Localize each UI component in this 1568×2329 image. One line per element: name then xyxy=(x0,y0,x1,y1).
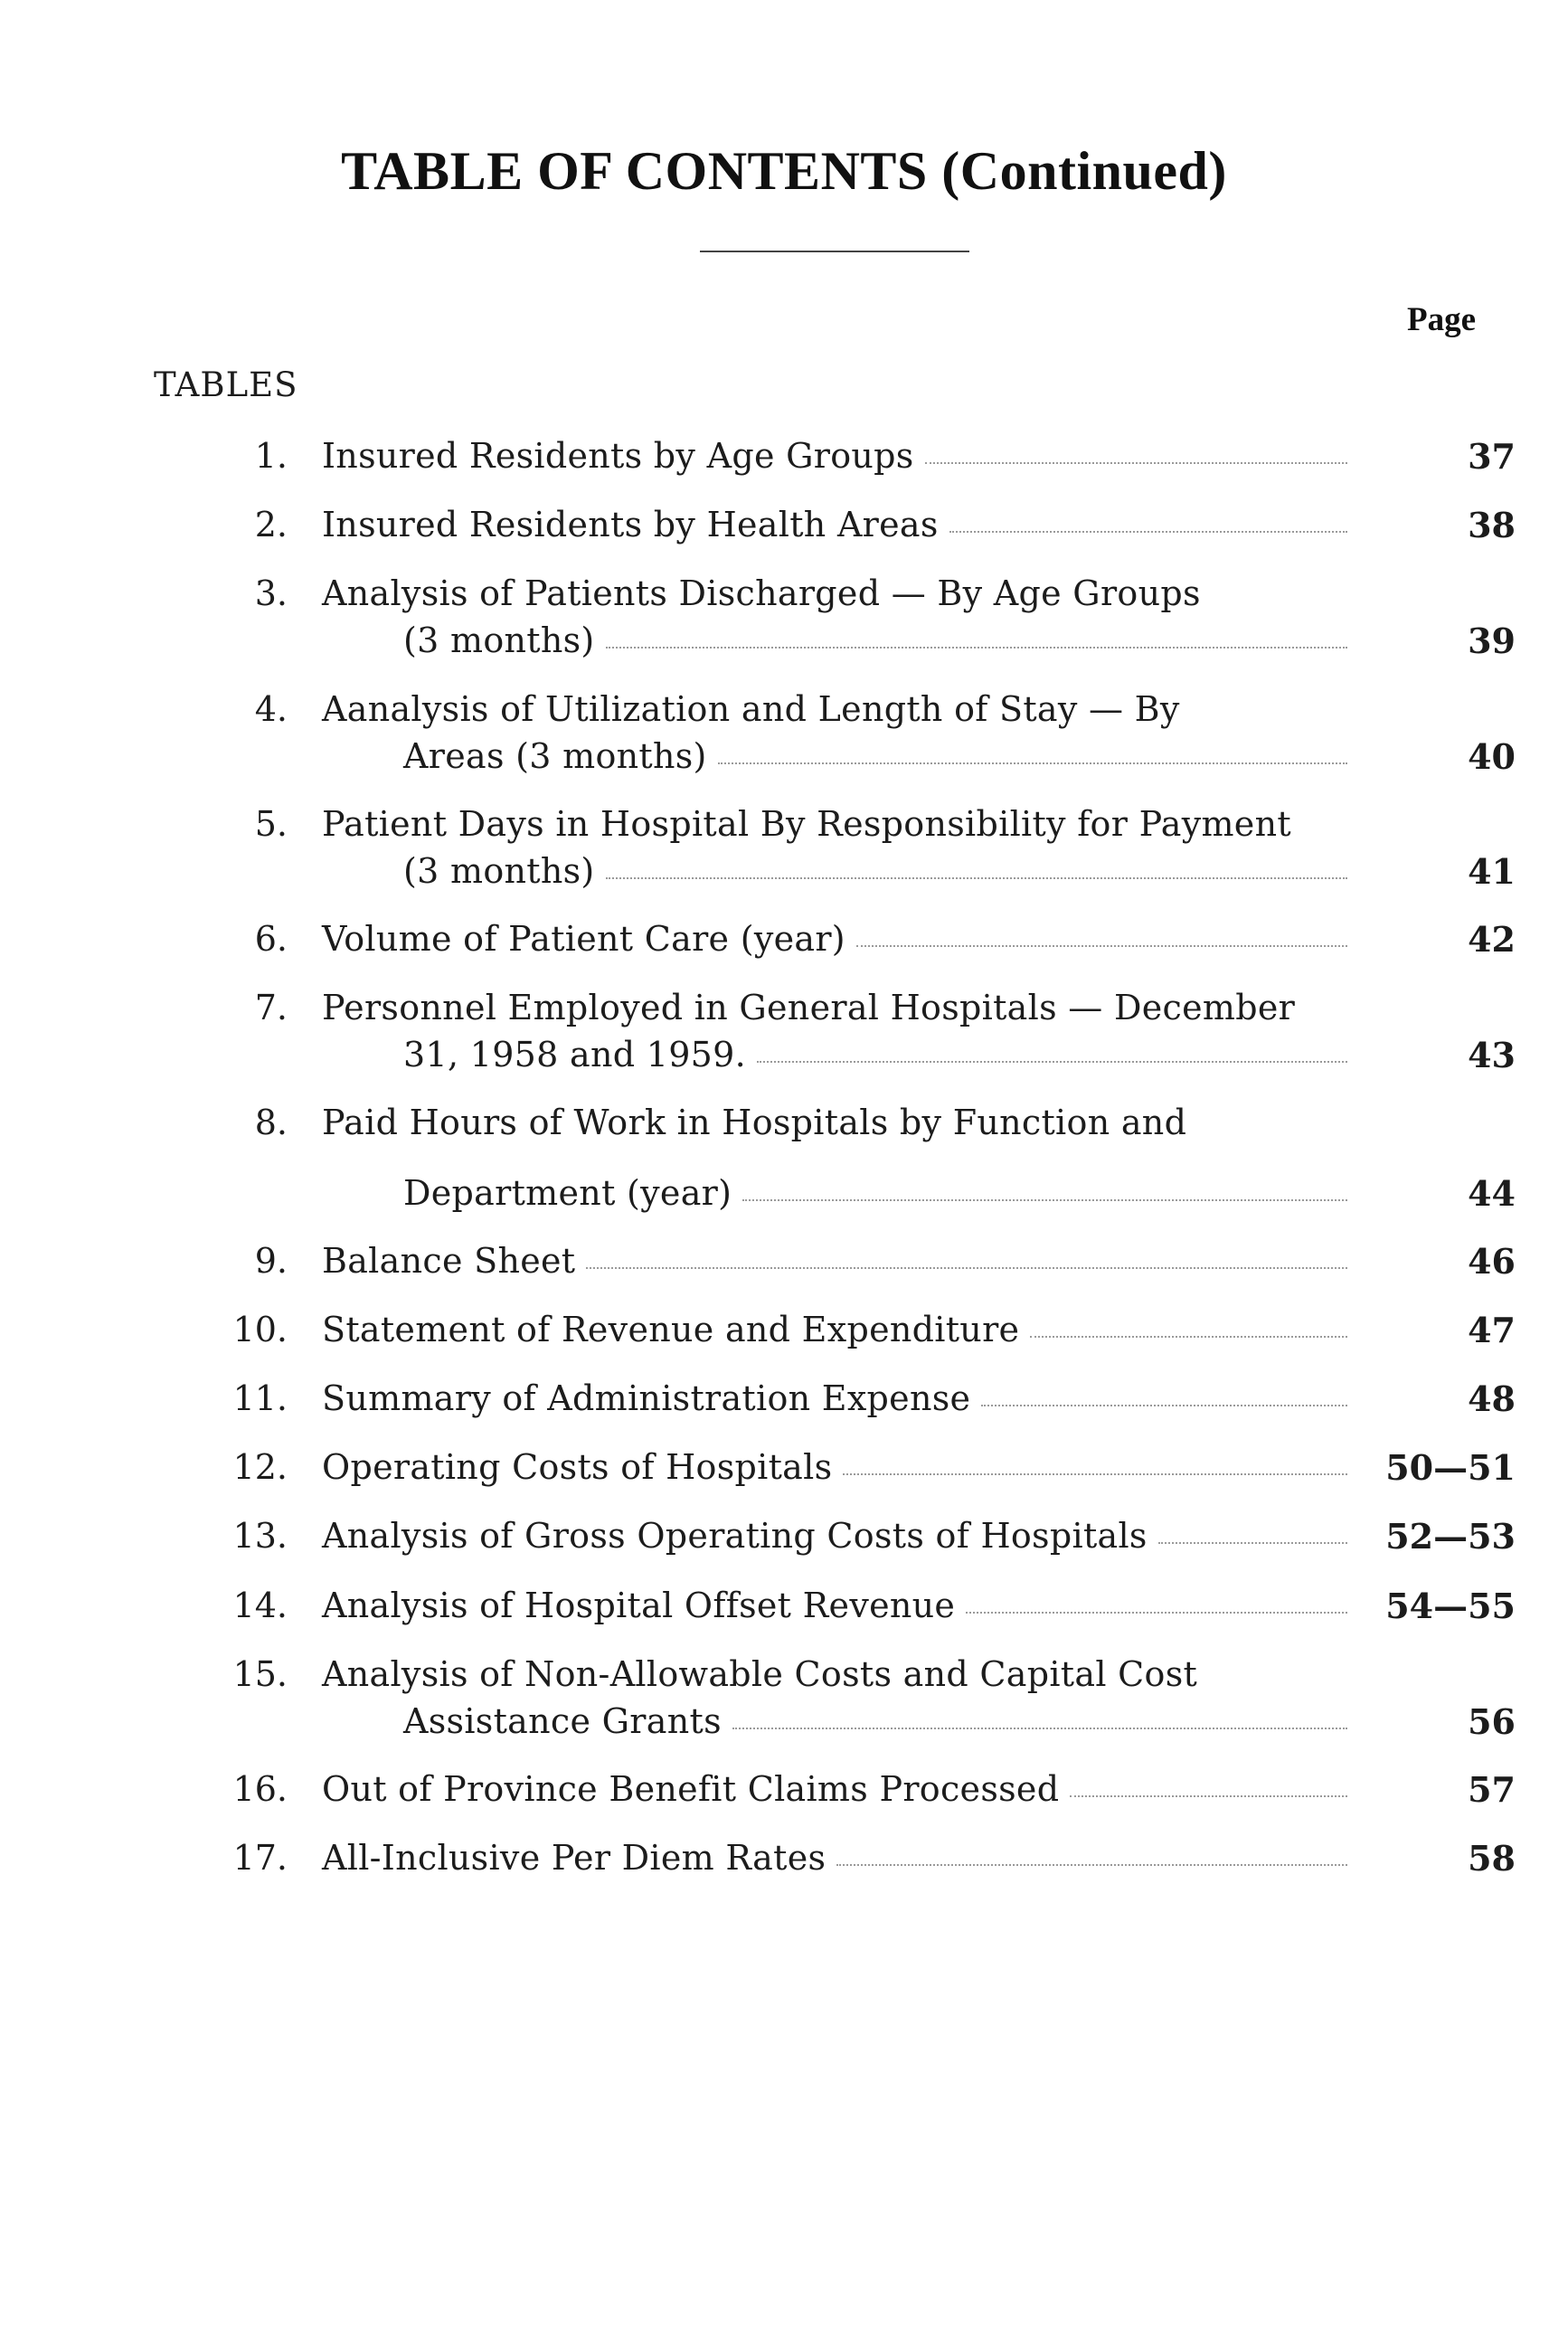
toc-entry-number: 13. xyxy=(232,1516,288,1556)
toc-entry-title-line2: Department (year) xyxy=(403,1173,732,1213)
toc-entry-number: 2. xyxy=(254,505,288,544)
toc-entry-number: 5. xyxy=(254,804,288,844)
toc-entry-title-line xyxy=(322,1307,1347,1353)
toc-entry-page: 47 xyxy=(1468,1310,1516,1350)
toc-entry xyxy=(0,1238,1568,1284)
toc-entry-number: 14. xyxy=(232,1586,288,1625)
dot-leader xyxy=(843,1470,1347,1475)
toc-entry-title-line xyxy=(322,1376,1347,1422)
toc-entry-title-line xyxy=(322,1835,1347,1881)
toc-entry-title: Personnel Employed in General Hospitals — December xyxy=(322,988,1296,1027)
page-column-header: Page xyxy=(1406,301,1476,338)
toc-entry-title: Analysis of Hospital Offset Revenue xyxy=(322,1586,956,1625)
dot-leader xyxy=(856,942,1347,947)
toc-entry-page: 38 xyxy=(1468,505,1516,545)
toc-entry-title: Insured Residents by Health Areas xyxy=(322,505,939,544)
toc-entry-page: 44 xyxy=(1468,1173,1516,1214)
dot-leader xyxy=(586,1264,1347,1269)
toc-entry-title-continued xyxy=(403,848,1347,895)
toc-entry-page: 57 xyxy=(1468,1769,1516,1810)
toc-entry-page: 43 xyxy=(1468,1035,1516,1075)
toc-entry-title: Paid Hours of Work in Hospitals by Function and xyxy=(322,1103,1187,1142)
section-heading-tables: TABLES xyxy=(154,365,298,404)
toc-entry xyxy=(0,801,1568,895)
toc-entry-title-continued xyxy=(403,1699,1347,1745)
toc-entry-page: 42 xyxy=(1468,919,1516,960)
dot-leader xyxy=(718,759,1347,764)
toc-entry xyxy=(0,1766,1568,1813)
page-title: TABLE OF CONTENTS (Continued) xyxy=(341,141,1227,201)
toc-entry-number: 7. xyxy=(254,988,288,1027)
toc-entry-title-line2: (3 months) xyxy=(403,620,595,660)
toc-entry-title-continued xyxy=(403,1170,1347,1217)
dot-leader xyxy=(1070,1792,1347,1797)
toc-entry xyxy=(0,1513,1568,1559)
toc-entry-title-line xyxy=(322,1444,1347,1491)
toc-entry-number: 10. xyxy=(232,1310,288,1349)
toc-entry-page: 41 xyxy=(1468,851,1516,892)
toc-entry-title-line xyxy=(322,916,1347,962)
dot-leader xyxy=(981,1401,1347,1406)
toc-entry xyxy=(0,1100,1568,1217)
toc-entry-title-continued xyxy=(403,734,1347,780)
toc-entry-number: 15. xyxy=(232,1654,288,1694)
toc-entry-page: 39 xyxy=(1468,620,1516,661)
toc-entry xyxy=(0,686,1568,780)
toc-entry xyxy=(0,571,1568,664)
toc-entry-title: Analysis of Gross Operating Costs of Hospitals xyxy=(322,1516,1148,1556)
toc-entry-title: Insured Residents by Age Groups xyxy=(322,436,914,476)
dot-leader xyxy=(742,1196,1347,1201)
toc-entry-page: 37 xyxy=(1468,436,1516,477)
toc-entry-page: 54—55 xyxy=(1385,1586,1516,1626)
toc-entry-title-line xyxy=(322,1583,1347,1629)
toc-entry-number: 6. xyxy=(254,919,288,959)
toc-entry-page: 40 xyxy=(1468,736,1516,777)
toc-entry-title: Analysis of Non-Allowable Costs and Capital Cost xyxy=(322,1654,1198,1694)
toc-entry-page: 50—51 xyxy=(1385,1447,1516,1488)
toc-entry-number: 12. xyxy=(232,1447,288,1487)
toc-entry xyxy=(0,1652,1568,1745)
toc-entry-page: 58 xyxy=(1468,1838,1516,1879)
toc-entry-title-line xyxy=(322,1766,1347,1813)
dot-leader xyxy=(606,874,1347,879)
toc-entry-number: 1. xyxy=(254,436,288,476)
toc-entry xyxy=(0,433,1568,479)
toc-entry-title-line2: Assistance Grants xyxy=(403,1701,722,1741)
toc-entry-title-line xyxy=(322,433,1347,479)
toc-entry-title-continued xyxy=(403,618,1347,664)
toc-entry-title: All-Inclusive Per Diem Rates xyxy=(322,1838,827,1878)
toc-entry xyxy=(0,1835,1568,1881)
dot-leader xyxy=(966,1608,1347,1614)
toc-entry xyxy=(0,1307,1568,1353)
toc-entry-title: Patient Days in Hospital By Responsibility for Payment xyxy=(322,804,1291,844)
toc-entry xyxy=(0,1376,1568,1422)
toc-entry-title: Aanalysis of Utilization and Length of Stay — By xyxy=(322,689,1180,729)
dot-leader xyxy=(1030,1332,1347,1338)
toc-entry-number: 8. xyxy=(254,1103,288,1142)
toc-entry-number: 4. xyxy=(254,689,288,729)
toc-entry-title: Analysis of Patients Discharged — By Age Groups xyxy=(322,573,1201,613)
dot-leader xyxy=(732,1724,1347,1729)
toc-entry-title-continued xyxy=(403,1032,1347,1078)
toc-entry-title-line2: Areas (3 months) xyxy=(403,736,707,776)
toc-entry xyxy=(0,1444,1568,1491)
toc-entry-number: 9. xyxy=(254,1241,288,1281)
toc-entry-title: Operating Costs of Hospitals xyxy=(322,1447,833,1487)
toc-entry-number: 3. xyxy=(254,573,288,613)
toc-entry-title-line xyxy=(322,1238,1347,1284)
toc-entry-title: Balance Sheet xyxy=(322,1241,576,1281)
toc-entry-page: 56 xyxy=(1468,1701,1516,1742)
toc-entry-number: 17. xyxy=(232,1838,288,1878)
dot-leader xyxy=(836,1860,1347,1866)
toc-entry xyxy=(0,502,1568,548)
toc-entry-title-line xyxy=(322,1513,1347,1559)
toc-entry-page: 46 xyxy=(1468,1241,1516,1282)
toc-entry-title: Statement of Revenue and Expenditure xyxy=(322,1310,1020,1349)
toc-entry-number: 16. xyxy=(232,1769,288,1809)
toc-entry-title: Out of Province Benefit Claims Processed xyxy=(322,1769,1060,1809)
toc-entry-number: 11. xyxy=(232,1378,288,1418)
toc-entry xyxy=(0,985,1568,1078)
dot-leader xyxy=(757,1057,1347,1063)
toc-entry-page: 48 xyxy=(1468,1378,1516,1419)
toc-entry xyxy=(0,916,1568,962)
toc-entry-title-line2: (3 months) xyxy=(403,851,595,891)
dot-leader xyxy=(1158,1538,1347,1544)
toc-entry-title: Summary of Administration Expense xyxy=(322,1378,971,1418)
toc-entry-title: Volume of Patient Care (year) xyxy=(322,919,845,959)
dot-leader xyxy=(949,527,1347,533)
dot-leader xyxy=(925,459,1347,464)
dot-leader xyxy=(606,643,1347,649)
toc-entry xyxy=(0,1583,1568,1629)
toc-entry-title-line2: 31, 1958 and 1959. xyxy=(403,1035,747,1075)
toc-entry-page: 52—53 xyxy=(1385,1516,1516,1557)
toc-entry-title-line xyxy=(322,502,1347,548)
